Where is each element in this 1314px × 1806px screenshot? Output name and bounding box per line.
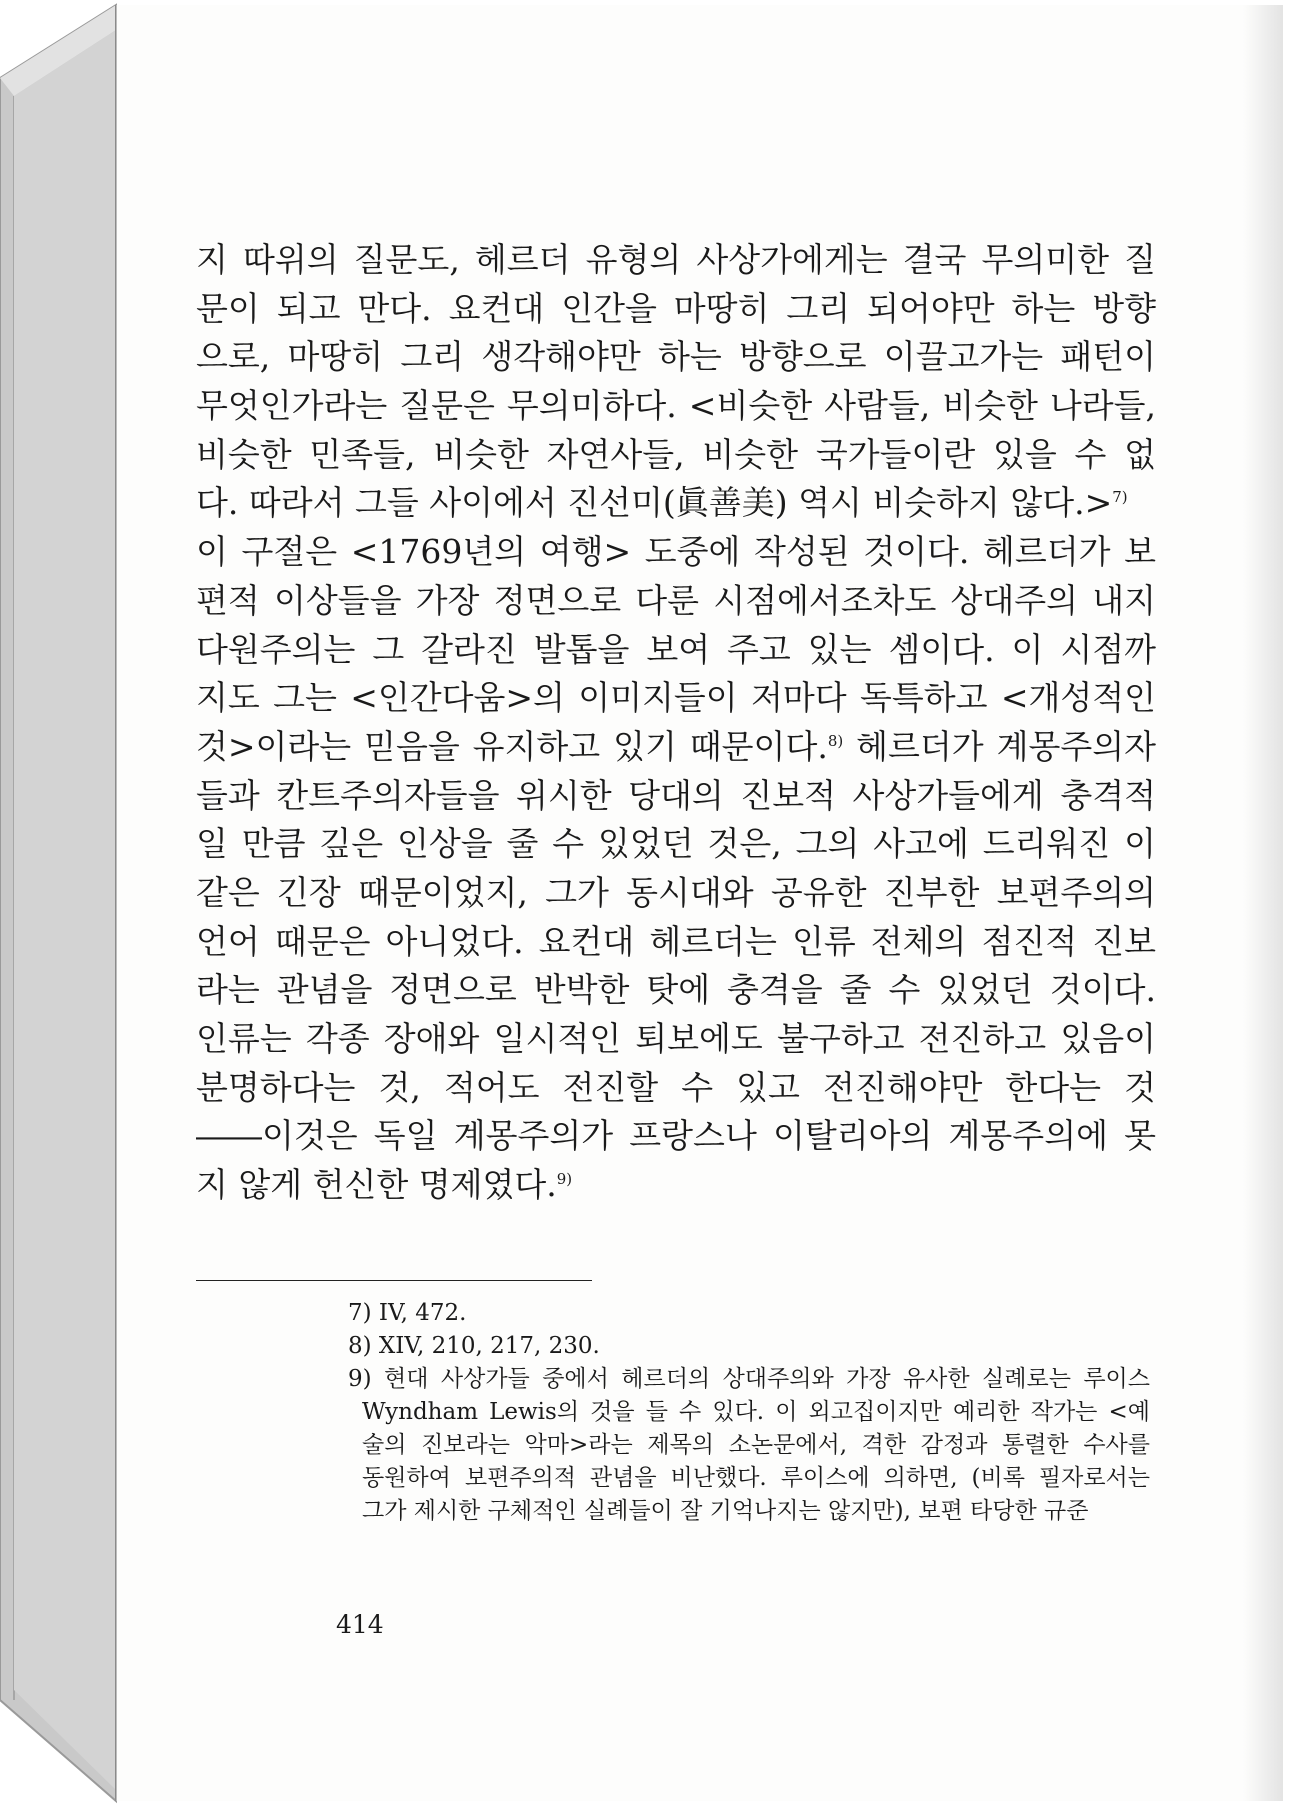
body-line: 다원주의는 그 갈라진 발톱을 보여 주고 있는 셈이다. 이 시점까	[196, 629, 1156, 669]
footnote-9-continuation: 술의 진보라는 악마>라는 제목의 소논문에서, 격한 감정과 통렬한 수사를	[362, 1432, 1150, 1458]
body-line: 분명하다는 것, 적어도 전진할 수 있고 전진해야만 한다는 것	[196, 1067, 1156, 1107]
footnote-divider	[196, 1280, 592, 1281]
footnote-9-continuation: Wyndham Lewis의 것을 들 수 있다. 이 외고집이지만 예리한 작가는 <예	[362, 1399, 1150, 1425]
body-line	[196, 479, 1156, 528]
body-line: 무엇인가라는 질문은 무의미하다. <비슷한 사람들, 비슷한 나라들,	[196, 386, 1156, 426]
body-line: ――이것은 독일 계몽주의가 프랑스나 이탈리아의 계몽주의에 못	[196, 1116, 1156, 1156]
main-body-text	[196, 236, 1156, 1210]
body-line	[196, 1161, 1156, 1210]
body-line-text: 것>이라는 믿음을 유지하고 있기 때문이다.	[196, 726, 828, 766]
body-line-text: 지 않게 헌신한 명제였다.	[196, 1165, 557, 1205]
footnote-8: 8) XIV, 210, 217, 230.	[348, 1333, 600, 1359]
body-line-text: 헤르더가 계몽주의자	[843, 726, 1156, 766]
body-line: 일 만큼 깊은 인상을 줄 수 있었던 것은, 그의 사고에 드리워진 이	[196, 824, 1156, 864]
body-line: 이 구절은 <1769년의 여행> 도중에 작성된 것이다. 헤르더가 보	[196, 532, 1156, 572]
footnote-ref-7: 7)	[1112, 488, 1128, 507]
body-line: 지 따위의 질문도, 헤르더 유형의 사상가에게는 결국 무의미한 질	[196, 240, 1156, 279]
body-line: 으로, 마땅히 그리 생각해야만 하는 방향으로 이끌고가는 패턴이	[196, 337, 1156, 377]
footnote-ref-8: 8)	[827, 731, 844, 750]
page-number: 414	[336, 1610, 384, 1639]
footnote-ref-9: 9)	[556, 1170, 573, 1189]
body-line: 들과 칸트주의자들을 위시한 당대의 진보적 사상가들에게 충격적	[196, 775, 1156, 815]
body-line: 인류는 각종 장애와 일시적인 퇴보에도 불구하고 전진하고 있음이	[196, 1019, 1156, 1058]
footnote-9-continuation: 동원하여 보편주의적 관념을 비난했다. 루이스에 의하면, (비록 필자로서는	[362, 1465, 1150, 1491]
footnote-7: 7) IV, 472.	[348, 1300, 467, 1326]
body-line-text: 다. 따라서 그들 사이에서 진선미(眞善美) 역시 비슷하지 않다.>	[196, 483, 1113, 523]
body-line: 같은 긴장 때문이었지, 그가 동시대와 공유한 진부한 보편주의의	[196, 872, 1156, 912]
footnote-9: 9) 현대 사상가들 중에서 헤르더의 상대주의와 가장 유사한 실례로는 루이스	[348, 1366, 1150, 1392]
body-line: 비슷한 민족들, 비슷한 자연사들, 비슷한 국가들이란 있을 수 없	[196, 434, 1156, 474]
body-line: 지도 그는 <인간다움>의 이미지들이 저마다 독특하고 <개성적인	[196, 678, 1156, 718]
body-line	[196, 723, 1156, 772]
body-line: 편적 이상들을 가장 정면으로 다룬 시점에서조차도 상대주의 내지	[196, 580, 1156, 620]
body-line: 언어 때문은 아니었다. 요컨대 헤르더는 인류 전체의 점진적 진보	[196, 921, 1156, 961]
body-line: 문이 되고 만다. 요컨대 인간을 마땅히 그리 되어야만 하는 방향	[196, 288, 1156, 328]
page-edge-shadow	[1243, 5, 1283, 1801]
body-line: 라는 관념을 정면으로 반박한 탓에 충격을 줄 수 있었던 것이다.	[196, 970, 1156, 1010]
footnotes	[196, 1297, 1156, 1528]
footnote-9-continuation: 그가 제시한 구체적인 실례들이 잘 기억나지는 않지만), 보편 타당한 규준	[362, 1498, 1089, 1524]
